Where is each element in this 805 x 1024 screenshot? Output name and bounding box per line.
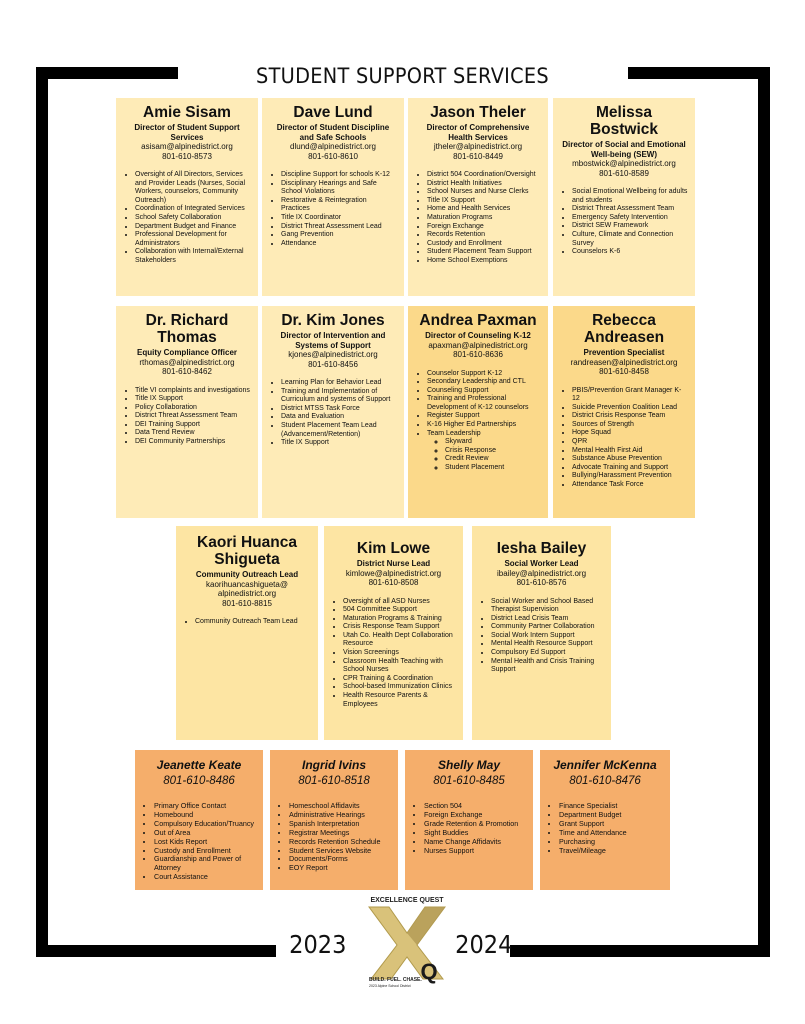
duty-list [142, 802, 256, 882]
duty-item: • Advocate Training and Support [572, 464, 688, 473]
duty-item: • Title IX Support [427, 197, 541, 206]
staff-card-jeanette-keate [135, 750, 263, 890]
duty-item: • Homebound [154, 811, 256, 820]
duty-item: • Health Resource Parents & Employees [343, 692, 456, 709]
duty-item: • Foreign Exchange [427, 223, 541, 232]
staff-phone: 801-610-8449 [453, 151, 503, 161]
x-shadow-icon [407, 907, 445, 945]
duty-item: • Community Outreach Team Lead [195, 618, 311, 627]
duty-item: • District MTSS Task Force [281, 405, 397, 414]
duty-item: • District Health Initiatives [427, 180, 541, 189]
duty-item: • Policy Collaboration [135, 404, 251, 413]
staff-email: apaxman@alpinedistrict.org [428, 340, 528, 350]
duty-item: • Records Retention [427, 231, 541, 240]
duty-item: • Grade Retention & Promotion [424, 820, 526, 829]
staff-phone: 801-610-8485 [433, 775, 505, 787]
duty-item: • Data Trend Review [135, 429, 251, 438]
year-start: 2023 [289, 930, 347, 959]
staff-name: Jeanette Keate [156, 758, 242, 772]
staff-card-andrea-paxman [408, 306, 548, 518]
duty-item: • Gang Prevention [281, 231, 397, 240]
duty-item: • Secondary Leadership and CTL [427, 378, 541, 387]
staff-role: Director of Comprehensive Health Services [426, 123, 530, 142]
duty-list [331, 598, 456, 710]
sub-duty-item: ◦ Skyward [445, 438, 541, 447]
duty-item: • Suicide Prevention Coalition Lead [572, 404, 688, 413]
duty-item: • Maturation Programs [427, 214, 541, 223]
duty-item: • Student Services Website [289, 847, 391, 856]
duty-item: • Lost Kids Report [154, 838, 256, 847]
duty-list [415, 171, 541, 266]
duty-item: • Mental Health First Aid [572, 447, 688, 456]
duty-item: • School Nurses and Nurse Clerks [427, 188, 541, 197]
duty-item: • Maturation Programs & Training [343, 615, 456, 624]
duty-item: • Restorative & Reintegration Practices [281, 197, 397, 214]
duty-item: • Foreign Exchange [424, 811, 526, 820]
staff-name: Dr. Kim Jones [281, 312, 385, 329]
staff-phone: 801-610-8576 [516, 578, 567, 587]
staff-role: Director of Counseling K-12 [425, 331, 531, 340]
duty-item: • Title IX Support [135, 395, 251, 404]
logo-tagline: BUILD. FUEL. CHASE. [369, 977, 422, 983]
duty-item: • Nurses Support [424, 847, 526, 856]
duty-item: • District Threat Assessment Team [135, 412, 251, 421]
staff-email: randreasen@alpinedistrict.org [570, 357, 678, 367]
duty-list [412, 802, 526, 855]
duty-list [479, 598, 604, 675]
duty-item: • Professional Development for Administrators [135, 231, 251, 248]
staff-name: Melissa Bostwick [589, 104, 659, 138]
frame-right-bar [758, 67, 770, 957]
duty-list [415, 370, 541, 473]
sub-duty-item: ◦ Credit Review [445, 455, 541, 464]
duty-item: • Home School Exemptions [427, 257, 541, 266]
duty-item: • Title VI complaints and investigations [135, 387, 251, 396]
frame-bottom-left-bar [36, 945, 276, 957]
duty-item: • School-based Immunization Clinics [343, 683, 456, 692]
duty-item: • Records Retention Schedule [289, 838, 391, 847]
staff-card-jason-theler [408, 98, 548, 296]
duty-item: • Training and Implementation of Curriculum and systems of Support [281, 388, 397, 405]
staff-name: Rebecca Andreasen [583, 312, 665, 346]
duty-item: • Culture, Climate and Connection Survey [572, 231, 688, 248]
duty-item: • Grant Support [559, 820, 663, 829]
duty-list [560, 188, 688, 257]
duty-item: • Custody and Enrollment [154, 847, 256, 856]
duty-item: • Register Support [427, 412, 541, 421]
duty-item: • School Safety Collaboration [135, 214, 251, 223]
staff-email: mbostwick@alpinedistrict.org [572, 159, 676, 168]
staff-phone: 801-610-8636 [453, 350, 503, 359]
staff-email: kimlowe@alpinedistrict.org [345, 568, 442, 578]
duty-list [269, 379, 397, 448]
sub-duty-list [427, 438, 541, 472]
duty-item: • Guardianship and Power of Attorney [154, 855, 256, 873]
duty-item: • Custody and Enrollment [427, 240, 541, 249]
duty-item: • Section 504 [424, 802, 526, 811]
staff-role: Prevention Specialist [583, 348, 665, 357]
staff-role: Community Outreach Lead [195, 570, 299, 579]
duty-item: • Counselors K-6 [572, 248, 688, 257]
staff-role: Director of Student Support Services [134, 123, 240, 142]
staff-role: District Nurse Lead [356, 559, 431, 568]
duty-item: • PBIS/Prevention Grant Manager K-12 [572, 387, 688, 404]
duty-item: • DEI Community Partnerships [135, 438, 251, 447]
staff-card-kim-jones [262, 306, 404, 518]
duty-item: • Title IX Support [281, 439, 397, 448]
duty-item: • Student Placement Team Support [427, 248, 541, 257]
duty-item: • Sight Buddies [424, 829, 526, 838]
duty-item: • Sources of Strength [572, 421, 688, 430]
duty-item: • Compulsory Education/Truancy [154, 820, 256, 829]
duty-item: • Documents/Forms [289, 855, 391, 864]
duty-item: • Oversight of All Directors, Services and Provider Leads (Nurses, Social Workers, counselors, Community Outreach) [135, 171, 251, 205]
staff-role: Social Worker Lead [504, 559, 579, 568]
duty-item: • Mental Health and Crisis Training Support [491, 658, 604, 675]
staff-name: Ingrid Ivins [301, 758, 366, 772]
duty-item: • District SEW Framework [572, 222, 688, 231]
sub-duty-item: ◦ Crisis Response [445, 447, 541, 456]
duty-item: • Social Work Intern Support [491, 632, 604, 641]
staff-name: Andrea Paxman [419, 312, 537, 329]
duty-list [560, 387, 688, 490]
year-end: 2024 [455, 930, 513, 959]
duty-item: • District Crisis Response Team [572, 412, 688, 421]
staff-phone: 801-610-8610 [308, 151, 358, 161]
duty-item: • Purchasing [559, 838, 663, 847]
staff-name: Kaori Huanca Shigueta [197, 534, 297, 568]
staff-card-melissa-bostwick [553, 98, 695, 296]
sub-duty-item: ◦ Student Placement [445, 464, 541, 473]
staff-email: rthomas@alpinedistrict.org [139, 357, 235, 367]
duty-list [183, 618, 311, 627]
duty-item: • Spanish Interpretation [289, 820, 391, 829]
duty-item: • Counselor Support K-12 [427, 370, 541, 379]
staff-phone: 801-610-8573 [162, 151, 212, 161]
duty-item: • Oversight of all ASD Nurses [343, 598, 456, 607]
staff-email: asisam@alpinedistrict.org [141, 142, 233, 151]
staff-phone: 801-610-8508 [368, 578, 419, 587]
logo-top-text: EXCELLENCE QUEST [370, 897, 444, 904]
duty-item: • Collaboration with Internal/External Stakeholders [135, 248, 251, 265]
duty-item: • District Lead Crisis Team [491, 615, 604, 624]
staff-name: Iesha Bailey [496, 540, 587, 557]
staff-email: kjones@alpinedistrict.org [288, 350, 378, 359]
duty-item: • CPR Training & Coordination [343, 675, 456, 684]
staff-email: kaorihuancashigueta@ alpinedistrict.org [206, 579, 288, 598]
staff-card-amie-sisam [116, 98, 258, 296]
staff-name: Jason Theler [430, 104, 526, 121]
staff-phone: 801-610-8589 [599, 168, 649, 178]
duty-item-label: Team Leadership [427, 429, 481, 437]
staff-card-iesha-bailey [472, 526, 611, 740]
staff-card-shelly-may [405, 750, 533, 890]
duty-item: • District 504 Coordination/Oversight [427, 171, 541, 180]
staff-name: Shelly May [437, 758, 501, 772]
staff-phone: 801-610-8815 [222, 598, 272, 608]
staff-name: Amie Sisam [143, 104, 231, 121]
duty-item: • Social Worker and School Based Therapist Supervision [491, 598, 604, 615]
duty-item: • Community Partner Collaboration [491, 623, 604, 632]
staff-phone: 801-610-8456 [308, 359, 358, 369]
staff-role: Director of Intervention and Systems of Support [280, 331, 386, 350]
duty-item: • Title IX Coordinator [281, 214, 397, 223]
duty-item: • Out of Area [154, 829, 256, 838]
duty-item: • District Threat Assessment Team [572, 205, 688, 214]
staff-phone: 801-610-8458 [599, 367, 649, 376]
duty-item: • Home and Health Services [427, 205, 541, 214]
duty-item: • 504 Committee Support [343, 606, 456, 615]
staff-name: Jennifer McKenna [553, 758, 657, 772]
duty-item: • Vision Screenings [343, 649, 456, 658]
duty-item: • Social Emotional Wellbeing for adults and students [572, 188, 688, 205]
duty-item: • Substance Abuse Prevention [572, 455, 688, 464]
frame-left-bar [36, 67, 48, 957]
duty-list [123, 387, 251, 447]
duty-item: • Finance Specialist [559, 802, 663, 811]
staff-card-richard-thomas [116, 306, 258, 518]
staff-card-ingrid-ivins [270, 750, 398, 890]
duty-item: • Classroom Health Teaching with School Nurses [343, 658, 456, 675]
staff-role: Director of Social and Emotional Well-being (SEW) [562, 140, 686, 159]
duty-item: • Court Assistance [154, 873, 256, 882]
duty-list [277, 802, 391, 873]
duty-item: • Registrar Meetings [289, 829, 391, 838]
staff-card-jennifer-mckenna [540, 750, 670, 890]
duty-item: • Name Change Affidavits [424, 838, 526, 847]
staff-role: Director of Student Discipline and Safe Schools [276, 123, 390, 142]
staff-card-kaori-huanca-shigueta [176, 526, 318, 740]
duty-item: • District Threat Assessment Lead [281, 223, 397, 232]
duty-list [123, 171, 251, 266]
staff-email: jtheler@alpinedistrict.org [433, 142, 523, 151]
duty-item: • Homeschool Affidavits [289, 802, 391, 811]
staff-phone: 801-610-8476 [569, 775, 641, 787]
duty-item: • Travel/Mileage [559, 847, 663, 856]
duty-item: • Administrative Hearings [289, 811, 391, 820]
staff-phone: 801-610-8518 [298, 775, 370, 787]
staff-card-kim-lowe [324, 526, 463, 740]
excellence-quest-logo [363, 893, 451, 989]
duty-item: • EOY Report [289, 864, 391, 873]
duty-item: • Mental Health Resource Support [491, 640, 604, 649]
duty-item: • Primary Office Contact [154, 802, 256, 811]
duty-item: • Counseling Support [427, 387, 541, 396]
duty-item: • K-16 Higher Ed Partnerships [427, 421, 541, 430]
duty-item: • Bullying/Harassment Prevention [572, 472, 688, 481]
duty-list [269, 171, 397, 248]
duty-list [547, 802, 663, 855]
duty-item: • Coordination of Integrated Services [135, 205, 251, 214]
staff-card-rebecca-andreasen [553, 306, 695, 518]
staff-card-dave-lund [262, 98, 404, 296]
logo-subline: 2023 Alpine School District [369, 984, 411, 988]
duty-item: • Data and Evaluation [281, 413, 397, 422]
duty-item: • Student Placement Team Lead (Advancement/Retention) [281, 422, 397, 439]
duty-item: • Department Budget [559, 811, 663, 820]
duty-item [427, 430, 541, 473]
logo-letter-q: Q [420, 959, 438, 984]
duty-item: • Learning Plan for Behavior Lead [281, 379, 397, 388]
page-title: STUDENT SUPPORT SERVICES [256, 64, 549, 89]
staff-name: Dr. Richard Thomas [145, 312, 229, 346]
staff-phone: 801-610-8462 [162, 367, 212, 376]
duty-item: • Attendance [281, 240, 397, 249]
staff-email: dlund@alpinedistrict.org [290, 142, 376, 151]
staff-name: Kim Lowe [356, 540, 431, 557]
duty-item: • QPR [572, 438, 688, 447]
duty-item: • DEI Training Support [135, 421, 251, 430]
frame-bottom-right-bar [510, 945, 770, 957]
duty-item: • Time and Attendance [559, 829, 663, 838]
staff-role: Equity Compliance Officer [136, 348, 238, 357]
duty-item: • Compulsory Ed Support [491, 649, 604, 658]
duty-item: • Attendance Task Force [572, 481, 688, 490]
duty-item: • Department Budget and Finance [135, 223, 251, 232]
staff-phone: 801-610-8486 [163, 775, 235, 787]
duty-item: • Emergency Safety Intervention [572, 214, 688, 223]
duty-item: • Crisis Response Team Support [343, 623, 456, 632]
duty-item: • Hope Squad [572, 429, 688, 438]
staff-name: Dave Lund [293, 104, 373, 121]
duty-item: • Training and Professional Development of K-12 counselors [427, 395, 541, 412]
staff-email: ibailey@alpinedistrict.org [496, 568, 587, 578]
duty-item: • Disciplinary Hearings and Safe School Violations [281, 180, 397, 197]
duty-item: • Utah Co. Health Dept Collaboration Resource [343, 632, 456, 649]
duty-item: • Discipline Support for schools K-12 [281, 171, 397, 180]
